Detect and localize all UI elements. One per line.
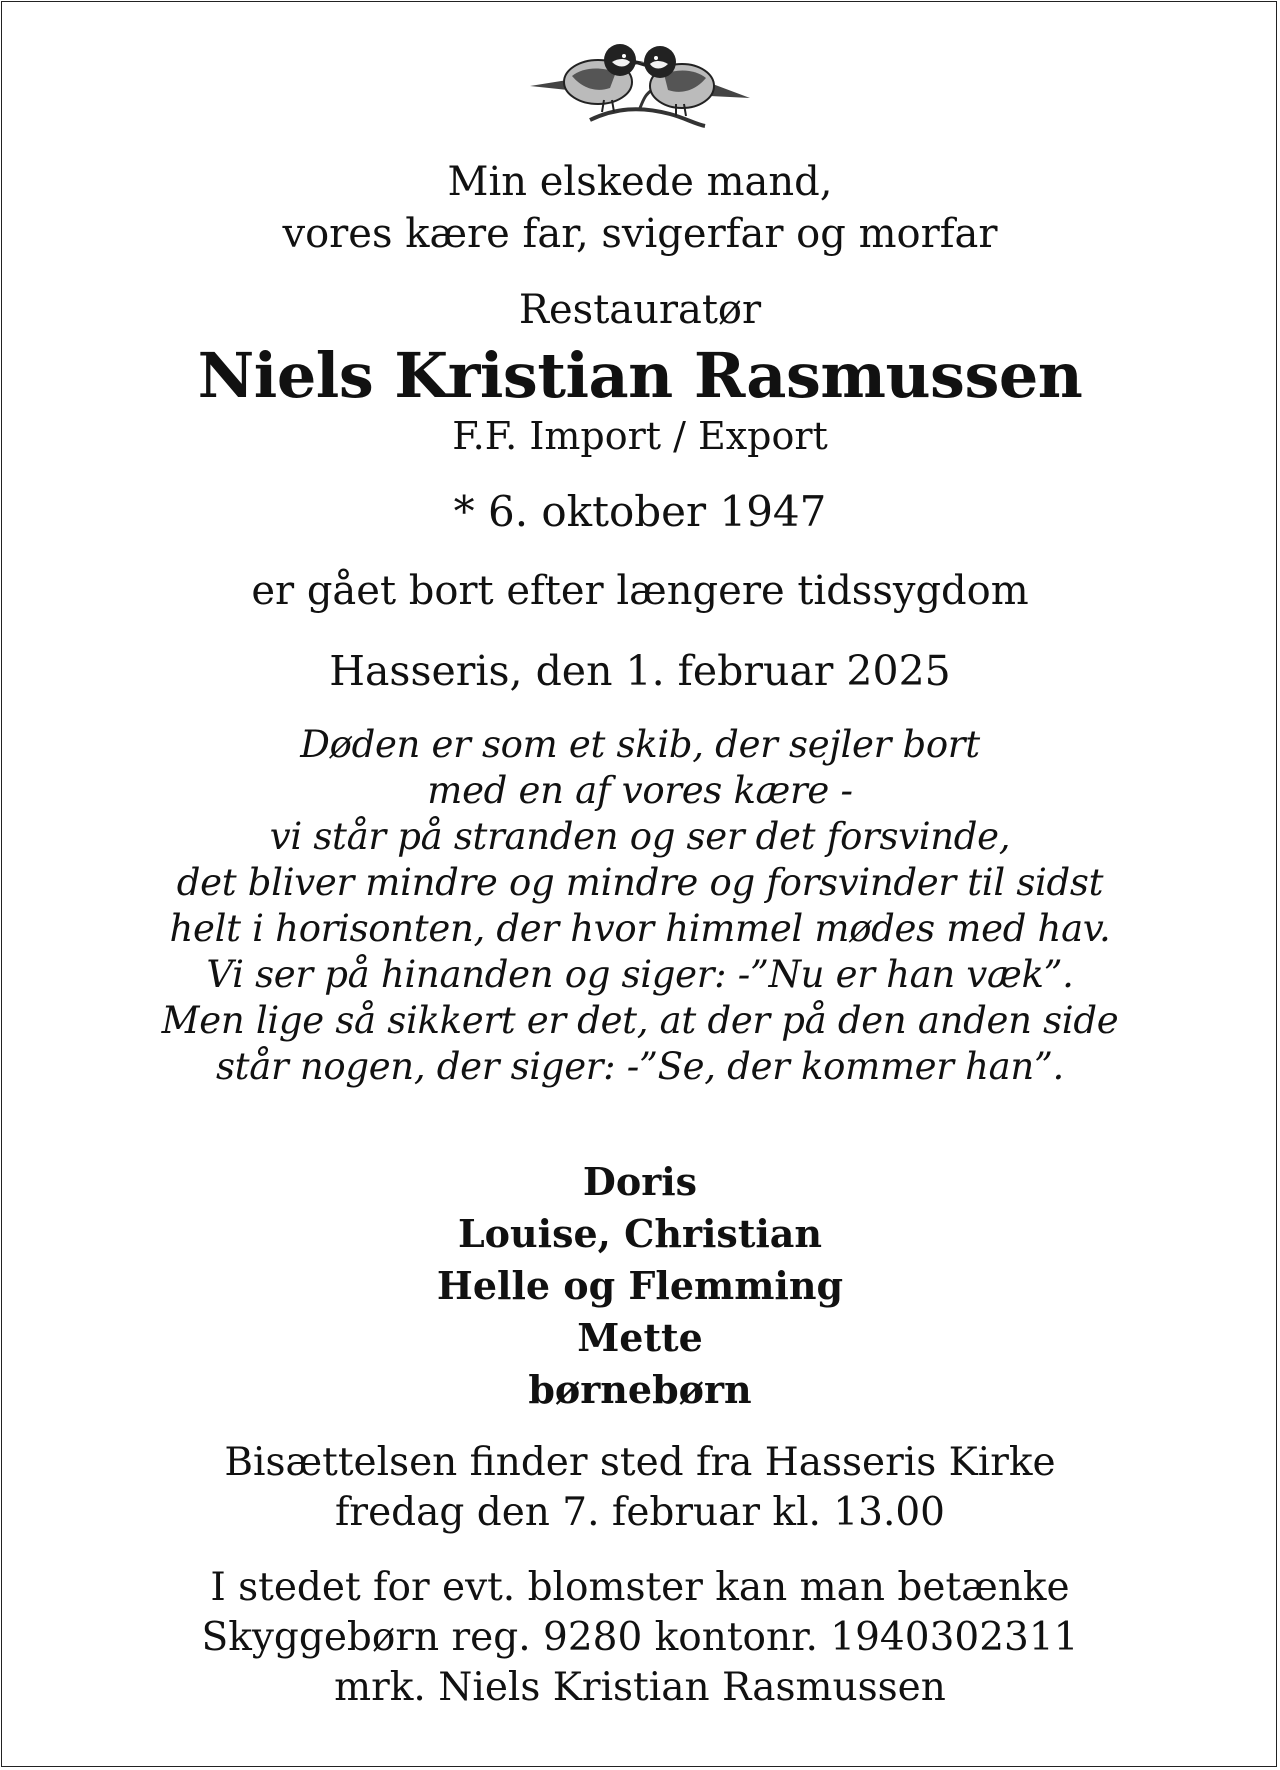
donation-info [0,1563,1280,1713]
poem-line: det bliver mindre og mindre og forsvinder til sidst [176,861,1104,904]
poem-line: helt i horisonten, der hvor himmel mødes med hav. [169,907,1111,950]
deceased-name: Niels Kristian Rasmussen [197,339,1083,412]
family-member: Mette [577,1315,703,1360]
family-member: Helle og Flemming [436,1263,844,1308]
family-member: Louise, Christian [457,1211,823,1256]
poem-line: med en af vores kære - [427,769,853,812]
family-member: Doris [582,1159,698,1204]
donation-line: Skyggebørn reg. 9280 kontonr. 1940302311 [201,1615,1079,1660]
birth-date: * 6. oktober 1947 [453,487,827,536]
intro-line: Min elskede mand, [447,159,833,205]
poem-line: Vi ser på hinanden og siger: -”Nu er han væk”. [206,953,1074,996]
service-line: Bisættelsen finder sted fra Hasseris Kirke [224,1440,1056,1485]
poem-line: vi står på stranden og ser det forsvinde, [269,815,1011,858]
funeral-service-info [0,1438,1280,1538]
intro-lines [0,156,1280,260]
service-line: fredag den 7. februar kl. 13.00 [335,1490,945,1535]
poem [0,722,1280,1090]
two-birds-on-branch-icon [520,38,760,128]
intro-line: vores kære far, svigerfar og morfar [282,211,998,257]
place-and-date: Hasseris, den 1. februar 2025 [329,647,951,695]
poem-line: Men lige så sikkert er det, at der på den anden side [161,999,1119,1042]
donation-line: mrk. Niels Kristian Rasmussen [334,1665,946,1710]
company-name: F.F. Import / Export [452,414,828,458]
family-signatures [0,1156,1280,1416]
poem-line: Døden er som et skib, der sejler bort [300,723,980,766]
donation-line: I stedet for evt. blomster kan man betænke [210,1565,1070,1610]
occupation-title: Restauratør [518,287,762,333]
passing-text: er gået bort efter længere tidssygdom [251,568,1029,614]
poem-line: står nogen, der siger: -”Se, der kommer han”. [215,1045,1065,1088]
family-member: børnebørn [528,1367,752,1412]
